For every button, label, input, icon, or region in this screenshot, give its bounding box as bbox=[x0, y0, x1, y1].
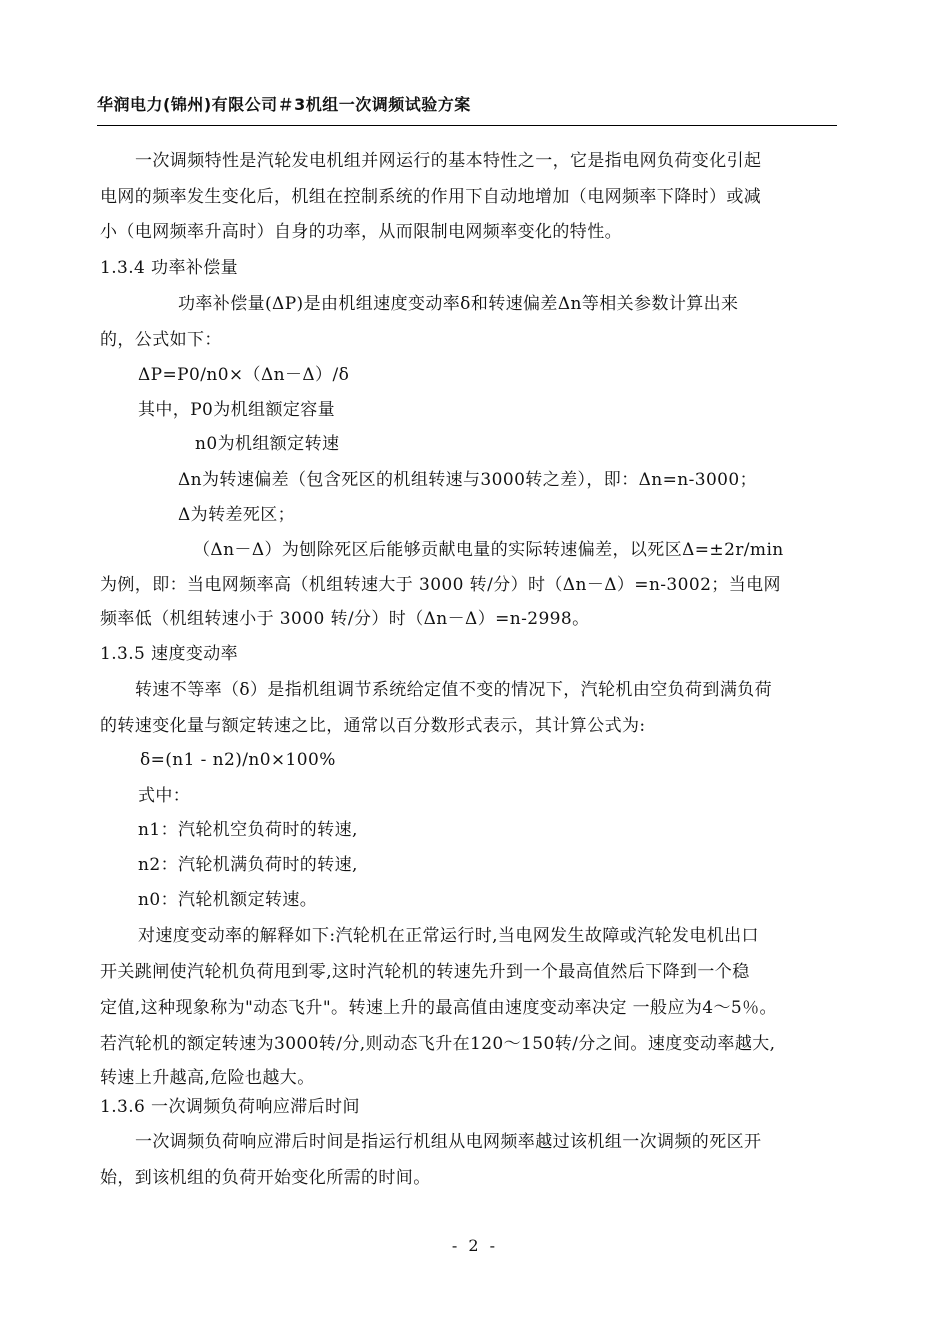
paragraph-line: n2：汽轮机满负荷时的转速, bbox=[138, 855, 358, 875]
paragraph-line: 转速不等率（δ）是指机组调节系统给定值不变的情况下，汽轮机由空负荷到满负荷 bbox=[135, 680, 773, 700]
paragraph-line: 一次调频特性是汽轮发电机组并网运行的基本特性之一，它是指电网负荷变化引起 bbox=[135, 151, 762, 171]
paragraph-line: Δ为转差死区； bbox=[178, 505, 296, 525]
paragraph-line: 的转速变化量与额定转速之比，通常以百分数形式表示，其计算公式为: bbox=[100, 716, 646, 736]
paragraph-line: 若汽轮机的额定转速为3000转/分,则动态飞升在120～150转/分之间。速度变动率越大, bbox=[100, 1034, 776, 1054]
paragraph-line: n0为机组额定转速 bbox=[195, 434, 340, 454]
paragraph-line: 的，公式如下： bbox=[100, 330, 222, 350]
section-heading-1-3-6: 1.3.6 一次调频负荷响应滞后时间 bbox=[100, 1097, 360, 1117]
formula-power-compensation: ΔP=P0/n0×（Δn－Δ）/δ bbox=[138, 365, 350, 385]
paragraph-line: 始，到该机组的负荷开始变化所需的时间。 bbox=[100, 1168, 431, 1188]
paragraph-line: 功率补偿量(ΔP)是由机组速度变动率δ和转速偏差Δn等相关参数计算出来 bbox=[178, 294, 739, 314]
paragraph-line: 开关跳闸使汽轮机负荷甩到零,这时汽轮机的转速先升到一个最高值然后下降到一个稳 bbox=[100, 962, 750, 982]
paragraph-line: 小（电网频率升高时）自身的功率，从而限制电网频率变化的特性。 bbox=[100, 222, 622, 242]
section-heading-1-3-4: 1.3.4 功率补偿量 bbox=[100, 258, 239, 278]
paragraph-line: 定值,这种现象称为"动态飞升"。转速上升的最高值由速度变动率决定 一般应为4～5％。 bbox=[100, 998, 777, 1018]
paragraph-line: 转速上升越高,危险也越大。 bbox=[100, 1068, 315, 1088]
paragraph-line: 其中，P0为机组额定容量 bbox=[138, 400, 336, 420]
paragraph-line: （Δn－Δ）为刨除死区后能够贡献电量的实际转速偏差，以死区Δ=±2r/min bbox=[193, 540, 784, 560]
paragraph-line: 一次调频负荷响应滞后时间是指运行机组从电网频率越过该机组一次调频的死区开 bbox=[135, 1132, 762, 1152]
paragraph-line: 对速度变动率的解释如下:汽轮机在正常运行时,当电网发生故障或汽轮发电机出口 bbox=[138, 926, 759, 946]
header-rule bbox=[97, 125, 837, 126]
paragraph-line: n1：汽轮机空负荷时的转速, bbox=[138, 820, 358, 840]
paragraph-line: 频率低（机组转速小于 3000 转/分）时（Δn－Δ）=n-2998。 bbox=[100, 609, 590, 629]
section-heading-1-3-5: 1.3.5 速度变动率 bbox=[100, 644, 239, 664]
paragraph-line: 式中： bbox=[138, 786, 191, 806]
formula-speed-regulation: δ=(n1 - n2)/n0×100% bbox=[140, 750, 336, 770]
page-number: - 2 - bbox=[451, 1236, 499, 1255]
paragraph-line: 为例，即：当电网频率高（机组转速大于 3000 转/分）时（Δn－Δ）=n-3002；当电网 bbox=[100, 575, 781, 595]
paragraph-line: 电网的频率发生变化后，机组在控制系统的作用下自动地增加（电网频率下降时）或减 bbox=[100, 187, 762, 207]
paragraph-line: n0：汽轮机额定转速。 bbox=[138, 890, 318, 910]
paragraph-line: Δn为转速偏差（包含死区的机组转速与3000转之差），即：Δn=n-3000； bbox=[178, 470, 758, 490]
document-header-title: 华润电力(锦州)有限公司＃3机组一次调频试验方案 bbox=[97, 95, 471, 114]
